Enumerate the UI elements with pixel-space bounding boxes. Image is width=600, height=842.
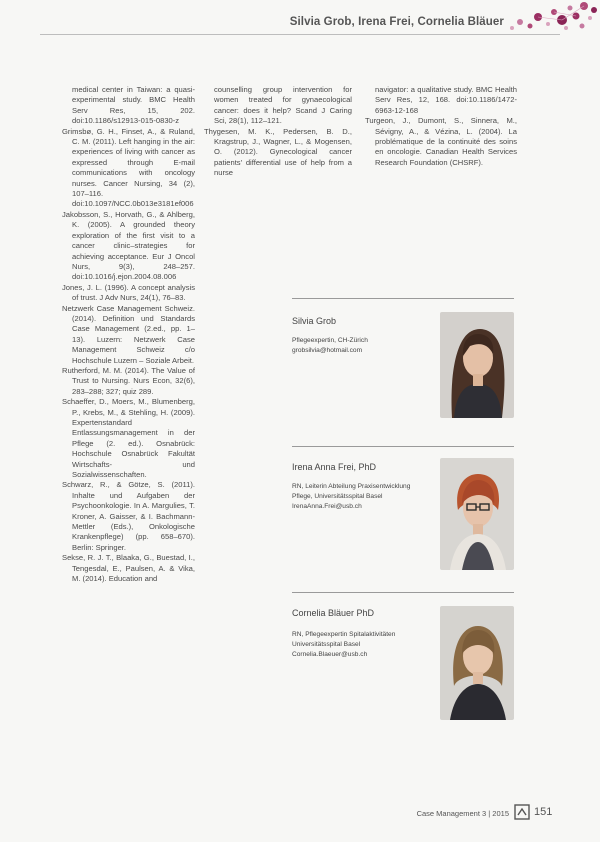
- page-footer: [0, 800, 600, 830]
- author-bio-irena-frei: [292, 446, 514, 571]
- page-number: 151: [534, 806, 553, 818]
- author-email: grobsilvia@hotmail.com: [292, 346, 363, 354]
- author-name: Irena Anna Frei, PhD: [292, 462, 377, 472]
- author-role: RN, Pflegeexpertin Spitalaktivitäten: [292, 631, 396, 638]
- author-email: Cornelia.Blaeuer@usb.ch: [292, 650, 368, 658]
- author-bio-cornelia-blaeuer: [292, 592, 514, 720]
- author-affiliation: Universitätsspital Basel: [292, 640, 361, 648]
- author-photo: [440, 606, 514, 720]
- references-column-1: [62, 85, 195, 585]
- author-role: Pflegeexpertin, CH-Zürich: [292, 337, 368, 344]
- references-column-2: [204, 85, 352, 179]
- reference-entry: Grimsbø, G. H., Finset, A., & Ruland, C. M. (2011). Left hanging in the air: experiences of living with cancer as expressed through E-mail communications with oncology nurses. Cancer Nursing, 34 (2), 107–116. doi:10.1097/NCC.0b013e3181ef006: [62, 126, 195, 209]
- bio-rule: [292, 592, 514, 593]
- author-details: [292, 336, 442, 356]
- reference-entry: Thygesen, M. K., Pedersen, B. D., Kragstrup, J., Wagner, L., & Mogensen, O. (2012). Gynecological cancer patients' differential use of help from a nurse: [204, 126, 352, 178]
- author-photo: [440, 458, 514, 570]
- reference-entry: Jones, J. L. (1996). A concept analysis of trust. J Adv Nurs, 24(1), 76–83.: [62, 282, 195, 303]
- journal-title: Case Management 3 | 2015: [416, 809, 509, 818]
- reference-entry: navigator: a qualitative study. BMC Health Serv Res, 12, 168. doi:10.1186/1472-6963-12-168: [375, 85, 517, 115]
- reference-entry: Schwarz, R., & Götze, S. (2011). Inhalte und Aufgaben der Psychoonkologie. In A. Margulies, T. Kroner, A. Gaisser, & I. Bachmann-Mettler (Eds.), Onkologische Krankenpflege) (pp. 658–670). Berlin: Springer.: [62, 480, 195, 552]
- reference-entry: Jakobsson, S., Horvath, G., & Ahlberg, K. (2005). A grounded theory exploration of the first visit to a cancer clinic–strategies for achieving acceptance. Eur J Oncol Nurs, 9(3), 248–257. doi:10.1016/j.ejon.2004.08.006: [62, 209, 195, 282]
- author-details: [292, 630, 442, 659]
- journal-logo-icon: [514, 804, 530, 820]
- bio-rule: [292, 298, 514, 299]
- header-rule: [40, 34, 560, 35]
- author-bio-silvia-grob: [292, 298, 514, 418]
- bio-rule: [292, 446, 514, 447]
- author-affiliation: Pflege, Universitätsspital Basel: [292, 492, 383, 500]
- reference-entry: Sekse, R. J. T., Blaaka, G., Buestad, I., Tengesdal, E., Paulsen, A. & Vika, M. (2014). Education and: [62, 553, 195, 584]
- reference-entry: Schaeffer, D., Moers, M., Blumenberg, P., Krebs, M., & Stehling, H. (2009). Expertenstandard Entlassungsmanagement in der Pflege (2. ed.). Osnabrück: Hochschule Osnabrück Fakultät Wirtschafts- und Sozialwissenschaften.: [62, 397, 195, 480]
- reference-entry: medical center in Taiwan: a quasi-experimental study. BMC Health Serv Res, 15, 202. doi:10.1186/s12913-015-0830-z: [72, 85, 195, 126]
- header-authors: Silvia Grob, Irena Frei, Cornelia Bläuer: [289, 16, 504, 28]
- reference-entry: Netzwerk Case Management Schweiz. (2014). Definition und Standards Case Management (2.ed., pp. 1–13). Luzern: Netzwerk Case Management Schweiz c/o Hochschule Luzern – Soziale Arbeit.: [62, 303, 195, 365]
- reference-entry: Rutherford, M. M. (2014). The Value of Trust to Nursing. Nurs Econ, 32(6), 283–288; 327; quiz 289.: [62, 365, 195, 396]
- author-details: [292, 482, 442, 511]
- page-header: [0, 0, 600, 40]
- decorative-dots-icon: [504, 0, 600, 34]
- references-column-3: [365, 85, 517, 168]
- author-name: Cornelia Bläuer PhD: [292, 608, 375, 618]
- author-name: Silvia Grob: [292, 316, 337, 326]
- author-photo: [440, 312, 514, 418]
- author-email: IrenaAnna.Frei@usb.ch: [292, 502, 362, 510]
- reference-entry: Turgeon, J., Dumont, S., Sinnera, M., Sévigny, A., & Vézina, L. (2004). La problématique de la continuité des soins en oncologie. Canadian Health Services Research Foundation (CHSRF).: [365, 116, 517, 167]
- author-role: RN, Leiterin Abteilung Praxisentwicklung: [292, 483, 411, 490]
- reference-entry: counselling group intervention for women treated for gynaecological cancer: does it help? Scand J Caring Sci, 28(1), 112–121.: [214, 85, 352, 126]
